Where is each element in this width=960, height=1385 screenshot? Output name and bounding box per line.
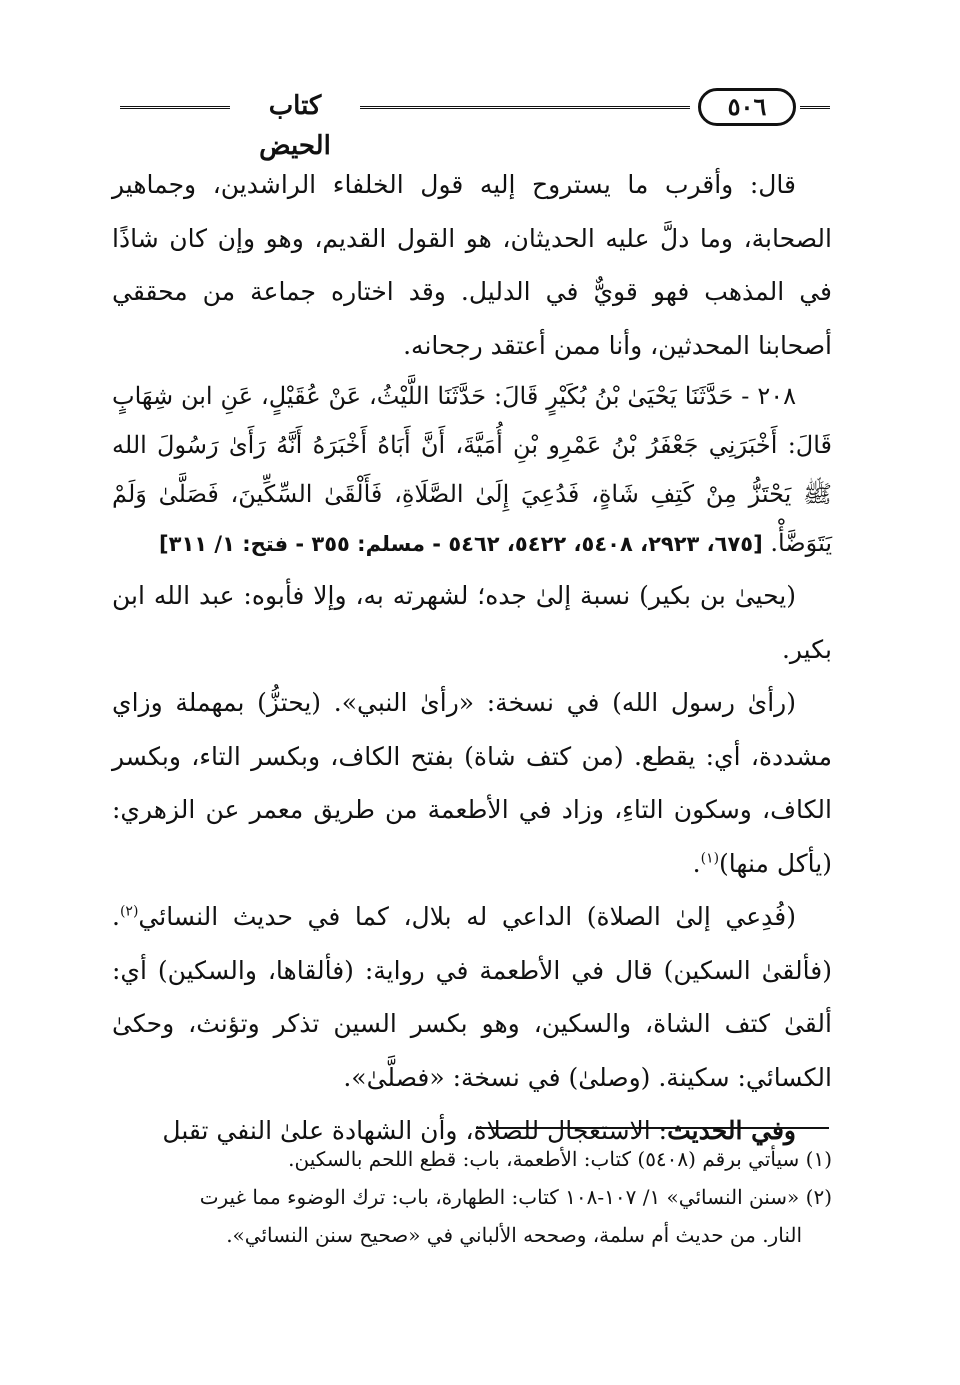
footnote-1: (١) سيأتي برقم (٥٤٠٨) كتاب: الأطعمة، باب: قطع اللحم بالسكين. xyxy=(288,1147,832,1171)
paragraph: قال: وأقرب ما يستروح إليه قول الخلفاء الراشدين، وجماهير الصحابة، وما دلَّ عليه الحديثان، هو القول القديم، وهو وإن كان شاذًا في المذهب فهو قويٌّ في الدليل. وقد اختاره جماعة من محققي أصحابنا المحدثين، وأنا ممن أعتقد رجحانه. xyxy=(112,170,832,360)
footnote-2: (٢) «سنن النسائي» ١/ ١٠٧-١٠٨ كتاب: الطهارة، باب: ترك الوضوء مما غيرت xyxy=(199,1185,832,1209)
paragraph xyxy=(112,676,832,890)
footnote-separator xyxy=(476,1127,829,1129)
hadith-text: ٢٠٨ - حَدَّثَنَا يَحْيَىٰ بْنُ بُكَيْرٍ قَالَ: حَدَّثَنَا اللَّيْثُ، عَنْ عُقَيْلٍ، عَنِ ابن شِهَابٍ قَالَ: أَخْبَرَنِي جَعْفَرُ بْنُ عَمْرِو بْنِ أُمَيَّةَ، أَنَّ أَبَاهُ أَخْبَرَهُ أَنَّهُ رَأَىٰ رَسُولَ الله ﷺ يَحْتَزُّ مِنْ كَتِفِ شَاةٍ، فَدُعِيَ إِلَىٰ الصَّلَاةِ، فَأَلْقَىٰ السِّكِّينَ، فَصَلَّىٰ وَلَمْ يَتَوَضَّأْ. xyxy=(112,382,832,557)
header-ornament-rule xyxy=(120,106,230,109)
paragraph: (يحيىٰ بن بكير) نسبة إلىٰ جده؛ لشهرته به، وإلا فأبوه: عبد الله ابن بكير. xyxy=(112,581,832,664)
paragraph-text: . (فألقىٰ السكين) قال في الأطعمة في رواية: (فألقاها، والسكين) أي: ألقىٰ كتف الشاة، والسكين، وهو بكسر السين تذكر وتؤنث، وحكىٰ الكسائي: سكينة. (وصلىٰ) في نسخة: «فصلَّىٰ». xyxy=(112,902,832,1092)
footnote-marker: (٢) xyxy=(119,903,139,920)
paragraph-text: . xyxy=(692,848,701,878)
paragraph xyxy=(112,890,832,1104)
paragraph-text: : الاستعجال للصلاة، وأن الشهادة علىٰ النفي تقبل xyxy=(162,1116,668,1145)
footnote-marker: (١) xyxy=(700,850,720,867)
hadith-block xyxy=(112,372,832,569)
header-ornament-rule xyxy=(360,106,690,109)
bold-heading: وفي الحديث xyxy=(667,1116,796,1145)
paragraph-text: (فُدِعي إلىٰ الصلاة) الداعي له بلال، كما في حديث النسائي xyxy=(138,902,796,931)
header-ornament-rule xyxy=(800,106,830,109)
paragraph-text: (رأىٰ رسول الله) في نسخة: «رأىٰ النبي». (يحتزُّ) بمهملة وزاي مشددة، أي: يقطع. (من كتف شاة) بفتح الكاف، وبكسر التاء، وبكسر الكاف، وسكون التاءِ، وزاد في الأطعمة من طريق معمر عن الزهري: (يأكل منها) xyxy=(112,688,832,878)
footnote-2-continuation: النار. من حديث أم سلمة، وصححه الألباني في «صحيح سنن النسائي». xyxy=(226,1223,802,1247)
main-text xyxy=(112,158,832,1158)
page-number: ٥٠٦ xyxy=(698,88,796,126)
chapter-title: كتاب الحيض xyxy=(259,91,331,161)
footnotes xyxy=(112,1140,832,1254)
hadith-references: [٦٧٥، ٢٩٢٣، ٥٤٠٨، ٥٤٢٢، ٥٤٦٢ - مسلم: ٣٥٥ - فتح: ١/ ٣١١] xyxy=(159,532,763,556)
running-header xyxy=(110,80,830,161)
